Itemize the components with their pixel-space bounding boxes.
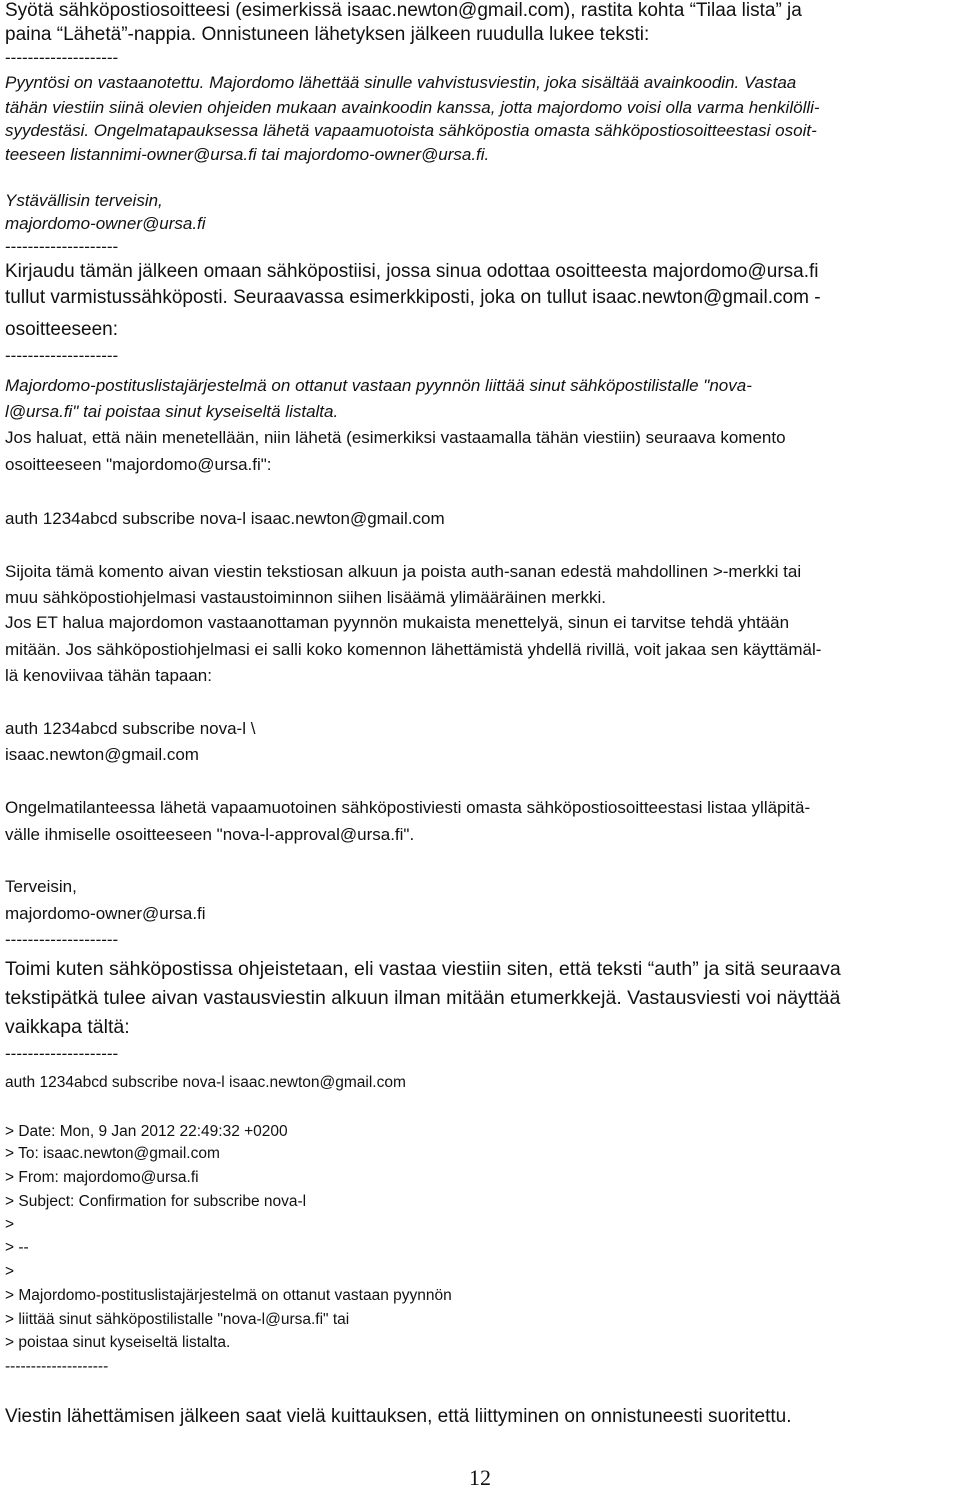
email-split-command-line: auth 1234abcd subscribe nova-l \: [5, 719, 256, 738]
quoted-line: > --: [5, 1239, 29, 1256]
quoted-line: > liittää sinut sähköpostilistalle "nova-l@ursa.fi" tai: [5, 1311, 350, 1328]
closing-text: Viestin lähettämisen jälkeen saat vielä kuittauksen, että liittyminen on onnistuneesti suoritettu.: [5, 1406, 792, 1427]
quoted-line: > poistaa sinut kyseiseltä listalta.: [5, 1334, 231, 1351]
email-placement-line: Jos ET halua majordomon vastaanottaman pyynnön mukaista menettelyä, sinun ei tarvitse tehdä yhtään: [5, 613, 790, 632]
email-placement-line: muu sähköpostiohjelmasi vastaustoiminnon siihen lisäämä ylimääräinen merkki.: [5, 588, 606, 607]
quoted-line: >: [5, 1263, 15, 1280]
screen-text-line: tähän viestiin siinä olevien ohjeiden mukaan avainkoodin kanssa, jotta majordomo voisi olla varma henkilölli-: [5, 98, 820, 117]
login-para-line: tullut varmistussähköposti. Seuraavassa esimerkkiposti, joka on tullut isaac.newton@gmail.com -: [5, 287, 821, 308]
reply-para-line: vaikkapa tältä:: [5, 1016, 130, 1038]
separator: --------------------: [5, 1358, 109, 1375]
email-placement-line: mitään. Jos sähköpostiohjelmasi ei salli koko komennon lähettämistä yhdellä rivillä, voit jakaa sen käyttämäl-: [5, 640, 822, 659]
separator: --------------------: [5, 237, 119, 256]
email-placement-line: lä kenoviivaa tähän tapaan:: [5, 666, 212, 685]
email-problems-line: Ongelmatilanteessa lähetä vapaamuotoinen sähköpostiviesti omasta sähköpostiosoitteestasi listaa ylläpitä-: [5, 798, 811, 817]
intro-line: paina “Lähetä”-nappia. Onnistuneen lähetyksen jälkeen ruudulla lukee teksti:: [5, 24, 650, 45]
reply-para-line: Toimi kuten sähköpostissa ohjeistetaan, eli vastaa viestiin siten, että teksti “auth” ja sitä seuraava: [5, 958, 841, 980]
reply-command: auth 1234abcd subscribe nova-l isaac.newton@gmail.com: [5, 1074, 406, 1091]
email-confirmation-line: Majordomo-postituslistajärjestelmä on ottanut vastaan pyynnön liittää sinut sähköpostilistalle "nova-: [5, 376, 752, 395]
screen-text-line: Pyyntösi on vastaanotettu. Majordomo lähettää sinulle vahvistusviestin, joka sisältää avainkoodin. Vastaa: [5, 73, 797, 92]
email-confirmation-line: l@ursa.fi" tai poistaa sinut kyseiseltä listalta.: [5, 402, 339, 421]
page-number: 12: [469, 1465, 491, 1490]
separator: --------------------: [5, 346, 119, 365]
screen-text-line: syydestäsi. Ongelmatapauksessa lähetä vapaamuotoista sähköpostia omasta sähköpostiosoitteestasi osoit-: [5, 121, 817, 140]
email-placement-line: Sijoita tämä komento aivan viestin tekstiosan alkuun ja poista auth-sanan edestä mahdollinen >-merkki tai: [5, 562, 802, 581]
quoted-line: > From: majordomo@ursa.fi: [5, 1169, 199, 1186]
email-command: auth 1234abcd subscribe nova-l isaac.newton@gmail.com: [5, 509, 445, 528]
separator: --------------------: [5, 930, 119, 949]
screen-text-line: teeseen listannimi-owner@ursa.fi tai majordomo-owner@ursa.fi.: [5, 145, 490, 164]
email-split-command-line: isaac.newton@gmail.com: [5, 745, 199, 764]
login-para-line: osoitteeseen:: [5, 319, 119, 340]
email-problems-line: välle ihmiselle osoitteeseen "nova-l-approval@ursa.fi".: [5, 825, 415, 844]
quoted-line: > Majordomo-postituslistajärjestelmä on ottanut vastaan pyynnön: [5, 1287, 452, 1304]
quoted-line: >: [5, 1216, 15, 1233]
email-greeting: Terveisin,: [5, 877, 77, 896]
email-instructions-line: Jos haluat, että näin menetellään, niin lähetä (esimerkiksi vastaamalla tähän viestiin) seuraava komento: [5, 428, 786, 447]
screen-text-greeting: Ystävällisin terveisin,: [5, 191, 163, 210]
quoted-line: > To: isaac.newton@gmail.com: [5, 1145, 220, 1162]
login-para-line: Kirjaudu tämän jälkeen omaan sähköpostiisi, jossa sinua odottaa osoitteesta majordomo@ursa.fi: [5, 261, 819, 282]
email-instructions-line: osoitteeseen "majordomo@ursa.fi":: [5, 455, 272, 474]
reply-para-line: tekstipätkä tulee aivan vastausviestin alkuun ilman mitään etumerkkejä. Vastausviesti voi näyttää: [5, 987, 841, 1009]
quoted-line: > Subject: Confirmation for subscribe nova-l: [5, 1193, 307, 1210]
intro-line: Syötä sähköpostiosoitteesi (esimerkissä isaac.newton@gmail.com), rastita kohta “Tilaa lista” ja: [5, 0, 802, 21]
separator: --------------------: [5, 1044, 119, 1063]
quoted-line: > Date: Mon, 9 Jan 2012 22:49:32 +0200: [5, 1123, 288, 1140]
separator: --------------------: [5, 48, 119, 67]
screen-text-signature: majordomo-owner@ursa.fi: [5, 214, 206, 233]
email-signature: majordomo-owner@ursa.fi: [5, 904, 206, 923]
